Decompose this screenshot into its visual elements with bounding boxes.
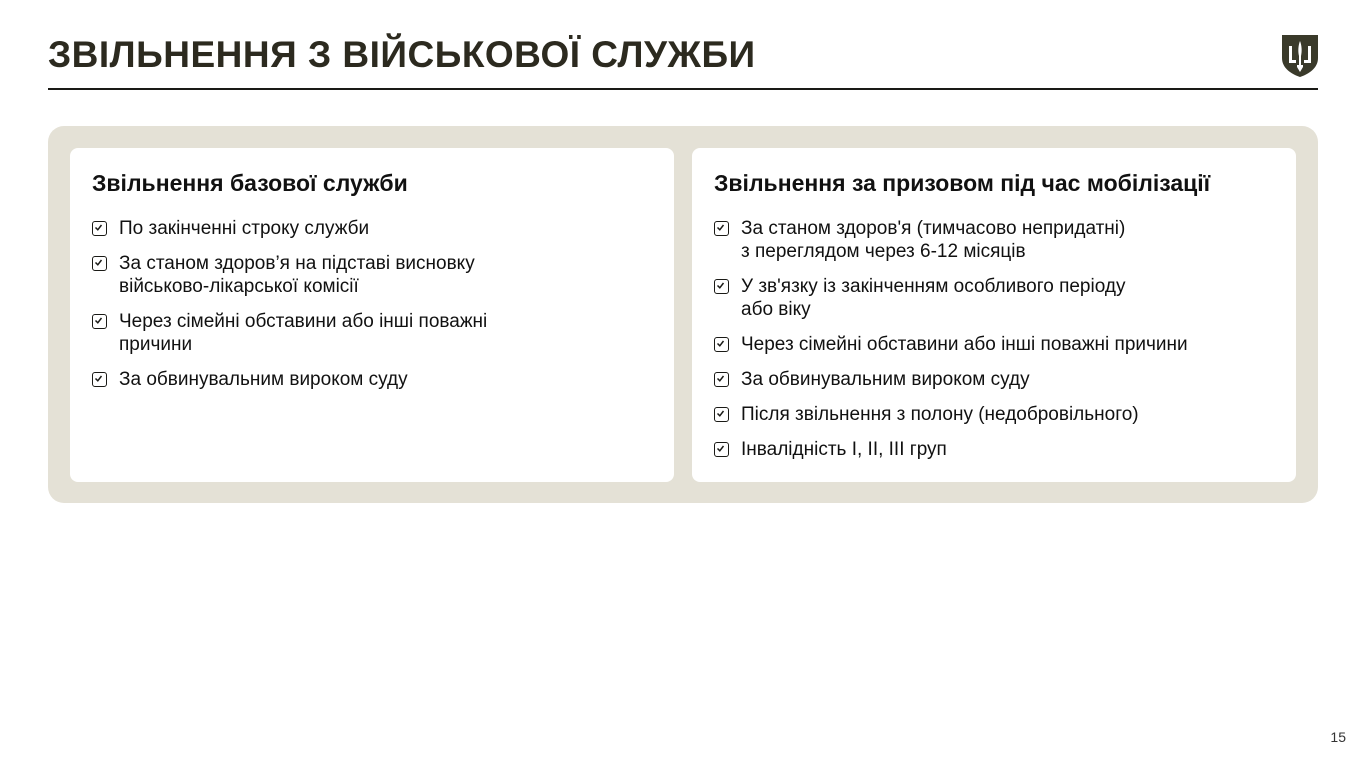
- checklist: [714, 217, 1274, 461]
- card-basic-service: [70, 148, 674, 482]
- card-title: Звільнення за призовом під час мобілізації: [714, 170, 1211, 196]
- item-text-cont: військово-лікарської комісії: [119, 276, 359, 297]
- list-item: [714, 438, 1274, 461]
- page-number: 15: [1330, 729, 1346, 745]
- checkbox-icon: [714, 442, 729, 457]
- card-mobilization-service: [692, 148, 1296, 482]
- list-item: [92, 217, 652, 240]
- list-item: [92, 252, 652, 298]
- item-text: Через сімейні обставини або інші поважні причини: [741, 334, 1188, 355]
- item-text: Інвалідність I, II, III груп: [741, 439, 947, 460]
- checkbox-icon: [714, 221, 729, 236]
- checkbox-icon: [714, 372, 729, 387]
- checkbox-icon: [92, 314, 107, 329]
- checkbox-icon: [92, 372, 107, 387]
- item-text: За станом здоров’я на підставі висновку: [119, 253, 475, 274]
- list-item: [92, 368, 652, 391]
- list-item: [714, 275, 1274, 321]
- checkbox-icon: [714, 279, 729, 294]
- list-item: [714, 403, 1274, 426]
- list-item: [714, 333, 1274, 356]
- item-text: За обвинувальним вироком суду: [119, 369, 408, 390]
- card-title: Звільнення базової служби: [92, 170, 408, 196]
- trident-shield-icon: [1281, 34, 1319, 78]
- item-text: Після звільнення з полону (недобровільного): [741, 404, 1139, 425]
- checklist: [92, 217, 652, 391]
- page-title: ЗВІЛЬНЕННЯ З ВІЙСЬКОВОЇ СЛУЖБИ: [48, 34, 756, 75]
- checkbox-icon: [92, 221, 107, 236]
- item-text-cont: причини: [119, 334, 193, 355]
- item-text: По закінченні строку служби: [119, 218, 370, 239]
- item-text: У зв'язку із закінченням особливого періоду: [741, 276, 1126, 297]
- item-text-cont: з переглядом через 6-12 місяців: [741, 241, 1026, 262]
- item-text: За станом здоров'я (тимчасово непридатні): [741, 218, 1126, 239]
- list-item: [714, 368, 1274, 391]
- item-text-cont: або віку: [741, 299, 811, 320]
- list-item: [92, 310, 652, 356]
- item-text: За обвинувальним вироком суду: [741, 369, 1030, 390]
- item-text: Через сімейні обставини або інші поважні: [119, 311, 488, 332]
- title-divider: [48, 88, 1318, 90]
- checkbox-icon: [714, 337, 729, 352]
- list-item: [714, 217, 1274, 263]
- checkbox-icon: [92, 256, 107, 271]
- checkbox-icon: [714, 407, 729, 422]
